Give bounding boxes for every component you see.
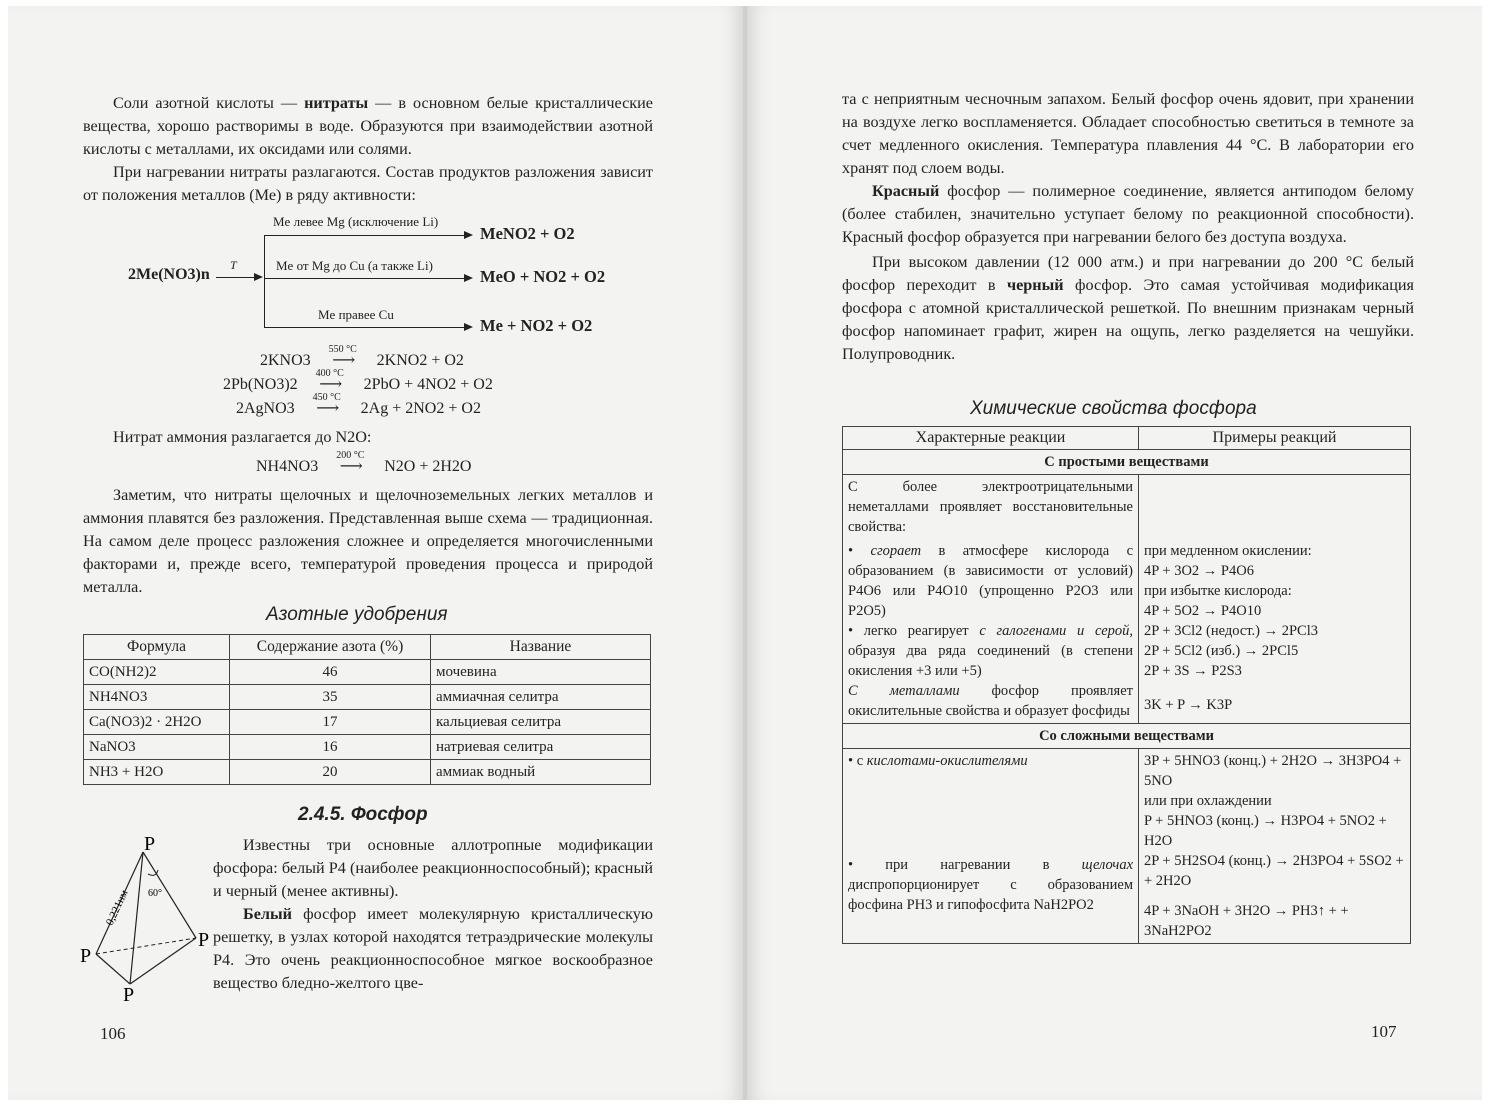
eq-left: 2Pb(NO3)2 — [223, 376, 298, 393]
bond-line — [130, 852, 143, 984]
table-row — [84, 760, 651, 785]
bond-line — [130, 938, 196, 984]
text-span: Соли азотной кислоты — — [113, 94, 305, 112]
phosphorus-text — [213, 834, 653, 995]
text-span: диспропорционирует с образованием фосфина PH3 и гипофосфита NaH2PO2 — [848, 877, 1133, 913]
page-number-left: 106 — [100, 1024, 126, 1043]
reaction-metals — [848, 681, 1133, 721]
example-line: 3P + 5HNO3 (конц.) + 2H2O → 3H3PO4 + 5NO — [1144, 753, 1402, 789]
eq-right: 2Ag + 2NO2 + O2 — [360, 400, 481, 417]
spacer — [1144, 477, 1405, 541]
column-header: Формула — [84, 635, 230, 660]
intro-text — [83, 92, 653, 207]
angle-label: 60° — [148, 888, 162, 899]
paragraph-allotropes: Известны три основные аллотропные модификации фосфора: белый P4 (наиболее реакционноспособный); красный и черный (менее активны). — [213, 836, 653, 900]
equation-agno3 — [236, 392, 481, 418]
table-row — [843, 749, 1411, 944]
paragraph-white-cont: та с неприятным чесночным запахом. Белый фосфор очень ядовит, при хранении на воздухе легко воспламеняется. Обладает способностью светиться в темноте за счет медленного окисления. Температура плавления 44 °C. В лаборатории его хранят под слоем воды. — [842, 90, 1414, 177]
eq-right: 2KNO2 + O2 — [376, 352, 464, 369]
example-line: 3K + P → K3P — [1144, 697, 1233, 713]
branch-line — [264, 235, 265, 328]
atom-right: P — [198, 929, 210, 951]
fertilizer-title: Азотные удобрения — [266, 604, 448, 625]
cell-examples — [1139, 749, 1411, 944]
fertilizer-table — [83, 634, 651, 785]
cell-nitrogen: 17 — [230, 710, 431, 735]
section-row — [843, 450, 1411, 475]
arrowhead — [464, 323, 473, 331]
paragraph-ammonium: Нитрат аммония разлагается до N2O: — [113, 428, 372, 446]
reaction-halogens — [848, 621, 1133, 681]
eq-left: 2AgNO3 — [236, 400, 295, 417]
branch3-label: Me правее Cu — [318, 307, 394, 322]
section-complex: Со сложными веществами — [843, 724, 1411, 749]
paragraph-note: Заметим, что нитраты щелочных и щелочноземельных легких металлов и аммония плавятся без разложения. Представленная выше схема — традиционная. На самом деле процесс разложения сложнее и определяется многочисленными факторами и, прежде всего, температурой проведения процесса и природой металла. — [83, 486, 653, 596]
eq-condition: 450 °C — [312, 392, 341, 403]
branch2-label: Me от Mg до Cu (а также Li) — [276, 258, 433, 273]
column-header: Название — [431, 635, 651, 660]
text-span: • при нагревании в — [848, 857, 1082, 873]
italic-term: щелочах — [1081, 857, 1133, 873]
section-simple: С простыми веществами — [843, 450, 1411, 475]
right-page — [745, 6, 1482, 1100]
table-row — [84, 660, 651, 685]
text-span: — в основном белые кристаллические вещества, хорошо растворимы в воде. Образуются при взаимодействии азотной кислоты с металлами, их оксидами или солями. — [83, 94, 653, 158]
italic-term: С металлами — [848, 683, 960, 699]
table-row — [84, 710, 651, 735]
text-span: фосфор. Это самая устойчивая модификация фосфора с атомной кристаллической решеткой. По внешним признакам черный фосфор напоминает графит, жирен на ощупь, легко разделяется на чешуйки. Полупроводник. — [842, 276, 1414, 363]
eq-condition: 400 °C — [315, 368, 344, 379]
example-line: или при охлаждении — [1144, 793, 1272, 809]
text-span: При высоком давлении (12 000 атм.) и при нагревании до 200 °C белый фосфор переходит в — [842, 253, 1414, 294]
cell-nitrogen: 16 — [230, 735, 431, 760]
arrowhead — [464, 231, 473, 239]
arrowhead — [254, 273, 263, 281]
cell-formula: NaNO3 — [84, 735, 230, 760]
scheme-reactant: 2Me(NO3)n — [128, 266, 210, 283]
reaction-intro: С более электроотрицательными неметаллами проявляет восстановительные свойства: — [848, 479, 1133, 535]
cell-examples — [1139, 475, 1411, 724]
branch3-arrow — [264, 327, 468, 328]
example-line: 2P + 3S → P2S3 — [1144, 663, 1242, 679]
eq-condition: 550 °C — [328, 344, 357, 355]
bold-term-nitrates: нитраты — [304, 94, 369, 112]
chemical-properties-table — [842, 426, 1411, 944]
book-spread — [8, 6, 1482, 1100]
table-header-row — [843, 427, 1411, 450]
right-text — [842, 88, 1414, 366]
cell-name: мочевина — [431, 660, 651, 685]
example-line: 4P + 3NaOH + 3H2O → PH3↑ + + 3NaH2PO2 — [1144, 903, 1349, 939]
scheme-arrow — [216, 277, 258, 278]
cell-formula: CO(NH2)2 — [84, 660, 230, 685]
branch1-product: MeNO2 + O2 — [480, 224, 575, 243]
eq-arrow: 400 °C ⟶ — [315, 368, 344, 393]
table-row — [84, 685, 651, 710]
branch1-label: Me левее Mg (исключение Li) — [273, 214, 439, 229]
arrowhead — [464, 274, 473, 282]
text-span: фосфор — полимерное соединение, является антиподом белому (более стабилен, значительно уступает белому по реакционной способности). Красный фосфор образуется при нагревании белого без доступа воздуха. — [842, 182, 1414, 246]
eq-arrow: 550 °C ⟶ — [328, 344, 357, 369]
text-span: фосфор проявляет окислительные свойства и образует фосфиды — [848, 683, 1133, 719]
cell-formula: Ca(NO3)2 · 2H2O — [84, 710, 230, 735]
text-span: , образуя два ряда соединений (в степени окисления +3 или +5) — [848, 623, 1133, 679]
paragraph-white-phosphorus — [213, 903, 653, 995]
section-row — [843, 724, 1411, 749]
table-header-row — [84, 635, 651, 660]
reaction-alkali — [848, 855, 1133, 915]
eq-condition: 200 °C — [336, 450, 365, 461]
column-header: Примеры реакций — [1139, 427, 1411, 450]
reaction-burn — [848, 541, 1133, 621]
text-span: в атмосфере кислорода с образованием (в зависимости от условий) P4O6 или P4O10 (упрощенно P2O3 или P2O5) — [848, 543, 1134, 619]
bond-line-hidden — [96, 938, 196, 954]
text-span: фосфор имеет молекулярную кристаллическую решетку, в узлах которой находятся тетраэдрические молекулы P4. Это очень реакционноспособное мягкое воскообразное вещество бледно-желтого цве- — [213, 905, 653, 992]
atom-top: P — [144, 834, 156, 855]
atom-bottom: P — [123, 984, 135, 1004]
example-line: при избытке кислорода: — [1144, 583, 1292, 599]
cell-formula: NH4NO3 — [84, 685, 230, 710]
page-number-right: 107 — [1371, 1022, 1397, 1041]
cell-name: аммиачная селитра — [431, 685, 651, 710]
italic-term: с галогенами и серой — [979, 623, 1130, 639]
cell-nitrogen: 35 — [230, 685, 431, 710]
bond-length-label: 0,221нм — [103, 888, 131, 928]
text-span: • — [848, 543, 871, 559]
bond-line — [96, 954, 130, 984]
example-line: 2P + 5H2SO4 (конц.) → 2H3PO4 + 5SO2 + + 2H2O — [1144, 853, 1404, 889]
branch2-product: MeO + NO2 + O2 — [480, 267, 606, 286]
bold-term-black: черный — [1006, 276, 1064, 294]
left-page — [8, 6, 745, 1100]
cell-formula: NH3 + H2O — [84, 760, 230, 785]
bold-term-white: Белый — [243, 905, 292, 923]
example-line: 2P + 3Cl2 (недост.) → 2PCl3 — [1144, 623, 1318, 639]
table-row — [843, 475, 1411, 724]
eq-right: 2PbO + 4NO2 + O2 — [363, 376, 493, 393]
branch3-product: Me + NO2 + O2 — [480, 316, 593, 335]
cell-nitrogen: 46 — [230, 660, 431, 685]
equation-kno3 — [260, 344, 464, 370]
spacer — [848, 771, 1133, 855]
ammonium-text — [83, 426, 653, 449]
example-line: при медленном окислении: — [1144, 543, 1312, 559]
cell-name: кальциевая селитра — [431, 710, 651, 735]
example-line: P + 5HNO3 (конц.) → H3PO4 + 5NO2 + H2O — [1144, 813, 1387, 849]
cell-name: аммиак водный — [431, 760, 651, 785]
italic-term: кислотами-окислителями — [866, 753, 1028, 769]
eq-left: 2KNO3 — [260, 352, 311, 369]
cell-name: натриевая селитра — [431, 735, 651, 760]
cell-nitrogen: 20 — [230, 760, 431, 785]
branch1-arrow — [264, 235, 468, 236]
paragraph-black — [842, 251, 1414, 366]
table-row — [84, 735, 651, 760]
eq-arrow: 200 °C ⟶ — [336, 450, 365, 475]
equation-nh4no3 — [256, 450, 472, 476]
cell-reaction — [843, 475, 1139, 724]
column-header: Характерные реакции — [843, 427, 1139, 450]
book-gutter — [743, 6, 747, 1100]
equation-pbno3 — [223, 368, 493, 394]
note-text — [83, 484, 653, 599]
eq-arrow: 450 °C ⟶ — [312, 392, 341, 417]
scheme-condition: T — [230, 258, 237, 272]
example-line: 2P + 5Cl2 (изб.) → 2PCl5 — [1144, 643, 1299, 659]
italic-term: сгорает — [870, 543, 922, 559]
section-title: 2.4.5. Фосфор — [298, 804, 428, 825]
reaction-acids — [848, 751, 1133, 771]
atom-left: P — [80, 945, 92, 967]
properties-title: Химические свойства фосфора — [970, 398, 1257, 419]
p4-molecule-diagram — [78, 834, 218, 1004]
branch2-arrow — [264, 278, 468, 279]
eq-right: N2O + 2H2O — [384, 458, 472, 475]
paragraph-decomposition: При нагревании нитраты разлагаются. Состав продуктов разложения зависит от положения металлов (Ме) в ряду активности: — [83, 163, 653, 204]
cell-reaction — [843, 749, 1139, 944]
paragraph-red — [842, 180, 1414, 249]
text-span: • с — [848, 753, 867, 769]
bold-term-red: Красный — [872, 182, 940, 200]
eq-left: NH4NO3 — [256, 458, 319, 475]
column-header: Содержание азота (%) — [230, 635, 431, 660]
example-line: 4P + 3O2 → P4O6 — [1144, 563, 1254, 579]
text-span: • легко реагирует — [848, 623, 980, 639]
paragraph-nitrates — [83, 92, 653, 161]
example-line: 4P + 5O2 → P4O10 — [1144, 603, 1262, 619]
